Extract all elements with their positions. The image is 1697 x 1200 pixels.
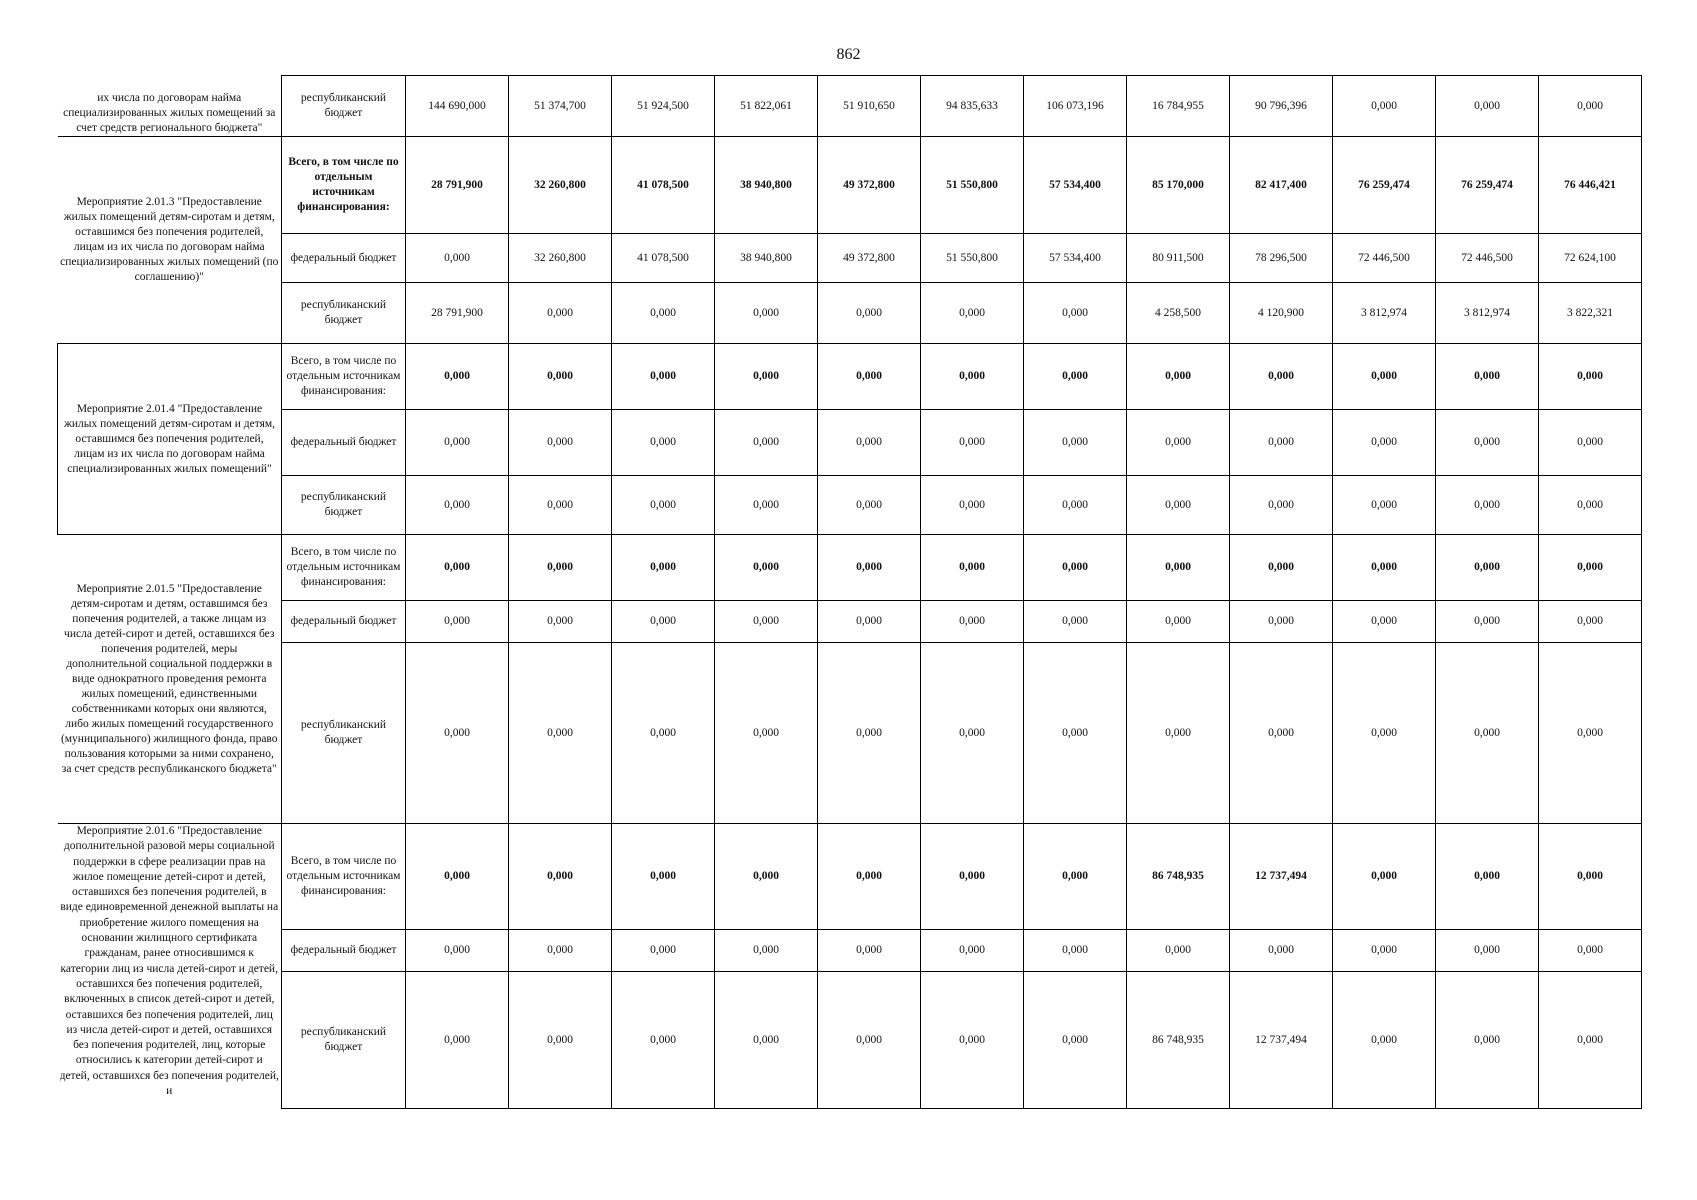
- funding-source: республиканский бюджет: [282, 476, 406, 535]
- amount-cell: 82 417,400: [1230, 137, 1333, 234]
- activity-description: [58, 824, 282, 1109]
- amount-cell: 51 924,500: [612, 76, 715, 137]
- amount-cell: 94 835,633: [921, 76, 1024, 137]
- amount-cell: 76 446,421: [1539, 137, 1642, 234]
- amount-cell: 3 812,974: [1333, 283, 1436, 344]
- amount-cell: 0,000: [1333, 476, 1436, 535]
- amount-cell: 4 120,900: [1230, 283, 1333, 344]
- amount-cell: 76 259,474: [1436, 137, 1539, 234]
- amount-cell: 38 940,800: [715, 234, 818, 283]
- amount-cell: 0,000: [1127, 601, 1230, 643]
- amount-cell: 0,000: [921, 535, 1024, 601]
- amount-cell: 0,000: [715, 972, 818, 1109]
- table-row: [58, 972, 1642, 1109]
- amount-cell: 0,000: [612, 930, 715, 972]
- amount-cell: 0,000: [1127, 535, 1230, 601]
- amount-cell: 0,000: [1539, 972, 1642, 1109]
- amount-cell: 0,000: [1333, 76, 1436, 137]
- amount-cell: 0,000: [1127, 643, 1230, 824]
- amount-cell: 0,000: [612, 476, 715, 535]
- table-body: [58, 76, 1642, 1109]
- amount-cell: 49 372,800: [818, 137, 921, 234]
- amount-cell: 57 534,400: [1024, 137, 1127, 234]
- amount-cell: 0,000: [715, 535, 818, 601]
- amount-cell: 28 791,900: [406, 283, 509, 344]
- amount-cell: 0,000: [1024, 930, 1127, 972]
- amount-cell: 0,000: [818, 344, 921, 410]
- amount-cell: 0,000: [1230, 476, 1333, 535]
- amount-cell: 0,000: [1539, 601, 1642, 643]
- amount-cell: 41 078,500: [612, 234, 715, 283]
- amount-cell: 51 550,800: [921, 137, 1024, 234]
- amount-cell: 51 822,061: [715, 76, 818, 137]
- funding-source: республиканский бюджет: [282, 76, 406, 137]
- amount-cell: 0,000: [1333, 535, 1436, 601]
- activity-description: [58, 137, 282, 344]
- amount-cell: 72 624,100: [1539, 234, 1642, 283]
- amount-cell: 0,000: [921, 601, 1024, 643]
- amount-cell: 0,000: [921, 972, 1024, 1109]
- amount-cell: 0,000: [818, 972, 921, 1109]
- funding-source: Всего, в том числе по отдельным источникам финансирования:: [282, 535, 406, 601]
- amount-cell: 0,000: [1024, 344, 1127, 410]
- amount-cell: 16 784,955: [1127, 76, 1230, 137]
- funding-source: республиканский бюджет: [282, 972, 406, 1109]
- amount-cell: 0,000: [1436, 972, 1539, 1109]
- amount-cell: 0,000: [406, 824, 509, 930]
- table-row: [58, 601, 1642, 643]
- amount-cell: 0,000: [1024, 824, 1127, 930]
- amount-cell: 0,000: [1230, 535, 1333, 601]
- amount-cell: 86 748,935: [1127, 972, 1230, 1109]
- amount-cell: 49 372,800: [818, 234, 921, 283]
- amount-cell: 32 260,800: [509, 234, 612, 283]
- amount-cell: 0,000: [818, 643, 921, 824]
- amount-cell: 0,000: [1333, 344, 1436, 410]
- amount-cell: 0,000: [406, 601, 509, 643]
- amount-cell: 3 812,974: [1436, 283, 1539, 344]
- amount-cell: 0,000: [1333, 601, 1436, 643]
- amount-cell: 0,000: [715, 476, 818, 535]
- amount-cell: 0,000: [509, 643, 612, 824]
- amount-cell: 0,000: [612, 643, 715, 824]
- funding-source: федеральный бюджет: [282, 930, 406, 972]
- amount-cell: 0,000: [1230, 601, 1333, 643]
- amount-cell: 0,000: [1436, 824, 1539, 930]
- amount-cell: 0,000: [1539, 824, 1642, 930]
- amount-cell: 0,000: [509, 824, 612, 930]
- amount-cell: 0,000: [612, 283, 715, 344]
- page-number: 862: [836, 46, 861, 63]
- amount-cell: 0,000: [509, 535, 612, 601]
- amount-cell: 0,000: [1539, 643, 1642, 824]
- amount-cell: 0,000: [1539, 344, 1642, 410]
- amount-cell: 51 374,700: [509, 76, 612, 137]
- amount-cell: 0,000: [818, 535, 921, 601]
- amount-cell: 0,000: [509, 410, 612, 476]
- amount-cell: 78 296,500: [1230, 234, 1333, 283]
- activity-description: [58, 76, 282, 137]
- amount-cell: 41 078,500: [612, 137, 715, 234]
- amount-cell: 0,000: [715, 344, 818, 410]
- amount-cell: 0,000: [818, 476, 921, 535]
- activity-description-text: Мероприятие 2.01.4 "Предоставление жилых помещений детям-сиротам и детям, оставшимся без попечения родителей, лицам из их числа по договорам найма специализированных жилых помещений": [63, 402, 276, 475]
- amount-cell: 0,000: [1436, 76, 1539, 137]
- amount-cell: 0,000: [818, 410, 921, 476]
- amount-cell: 0,000: [612, 972, 715, 1109]
- amount-cell: 0,000: [1333, 410, 1436, 476]
- amount-cell: 0,000: [1024, 476, 1127, 535]
- amount-cell: 76 259,474: [1333, 137, 1436, 234]
- table-row: [58, 824, 1642, 930]
- amount-cell: 85 170,000: [1127, 137, 1230, 234]
- amount-cell: 0,000: [612, 535, 715, 601]
- amount-cell: 0,000: [1539, 930, 1642, 972]
- funding-source: федеральный бюджет: [282, 234, 406, 283]
- activity-description-text: их числа по договорам найма специализированных жилых помещений за счет средств регионального бюджета": [63, 92, 276, 134]
- table-row: [58, 137, 1642, 234]
- amount-cell: 0,000: [715, 643, 818, 824]
- activity-description-text: Мероприятие 2.01.3 "Предоставление жилых помещений детям-сиротам и детям, оставшимся без попечения родителей, лицам из их числа по договорам найма специализированных жилых помещений (по соглашению)": [60, 196, 279, 283]
- amount-cell: 28 791,900: [406, 137, 509, 234]
- amount-cell: 0,000: [715, 824, 818, 930]
- amount-cell: 106 073,196: [1024, 76, 1127, 137]
- amount-cell: 0,000: [1230, 344, 1333, 410]
- budget-table: [57, 75, 1642, 1109]
- amount-cell: 0,000: [818, 930, 921, 972]
- amount-cell: 0,000: [1024, 410, 1127, 476]
- amount-cell: 0,000: [612, 824, 715, 930]
- amount-cell: 0,000: [1333, 930, 1436, 972]
- amount-cell: 57 534,400: [1024, 234, 1127, 283]
- amount-cell: 0,000: [715, 410, 818, 476]
- table-row: [58, 234, 1642, 283]
- funding-source: федеральный бюджет: [282, 410, 406, 476]
- amount-cell: 0,000: [1127, 930, 1230, 972]
- amount-cell: 4 258,500: [1127, 283, 1230, 344]
- amount-cell: 3 822,321: [1539, 283, 1642, 344]
- amount-cell: 0,000: [612, 601, 715, 643]
- amount-cell: 0,000: [921, 410, 1024, 476]
- amount-cell: 0,000: [1333, 824, 1436, 930]
- funding-source: республиканский бюджет: [282, 283, 406, 344]
- amount-cell: 0,000: [1539, 76, 1642, 137]
- amount-cell: 0,000: [1436, 535, 1539, 601]
- funding-source: федеральный бюджет: [282, 601, 406, 643]
- amount-cell: 0,000: [1127, 344, 1230, 410]
- activity-description: [58, 344, 282, 535]
- amount-cell: 0,000: [921, 283, 1024, 344]
- amount-cell: 0,000: [406, 930, 509, 972]
- table-row: [58, 344, 1642, 410]
- amount-cell: 0,000: [921, 930, 1024, 972]
- amount-cell: 0,000: [1436, 476, 1539, 535]
- table-row: [58, 476, 1642, 535]
- amount-cell: 38 940,800: [715, 137, 818, 234]
- table-row: [58, 930, 1642, 972]
- amount-cell: 51 550,800: [921, 234, 1024, 283]
- amount-cell: 0,000: [1436, 410, 1539, 476]
- amount-cell: 0,000: [1127, 476, 1230, 535]
- amount-cell: 0,000: [1333, 643, 1436, 824]
- amount-cell: 0,000: [1436, 344, 1539, 410]
- amount-cell: 32 260,800: [509, 137, 612, 234]
- amount-cell: 0,000: [509, 601, 612, 643]
- amount-cell: 0,000: [509, 344, 612, 410]
- amount-cell: 0,000: [1024, 601, 1127, 643]
- amount-cell: 0,000: [1333, 972, 1436, 1109]
- amount-cell: 0,000: [612, 344, 715, 410]
- amount-cell: 0,000: [1024, 283, 1127, 344]
- amount-cell: 0,000: [509, 476, 612, 535]
- amount-cell: 0,000: [1230, 930, 1333, 972]
- amount-cell: 0,000: [715, 930, 818, 972]
- amount-cell: 0,000: [509, 972, 612, 1109]
- amount-cell: 72 446,500: [1436, 234, 1539, 283]
- funding-source: Всего, в том числе по отдельным источникам финансирования:: [282, 137, 406, 234]
- amount-cell: 0,000: [1539, 410, 1642, 476]
- amount-cell: 0,000: [1436, 643, 1539, 824]
- amount-cell: 0,000: [406, 410, 509, 476]
- funding-source: Всего, в том числе по отдельным источникам финансирования:: [282, 344, 406, 410]
- funding-source: Всего, в том числе по отдельным источникам финансирования:: [282, 824, 406, 930]
- amount-cell: 80 911,500: [1127, 234, 1230, 283]
- amount-cell: 0,000: [1024, 643, 1127, 824]
- amount-cell: 0,000: [1436, 930, 1539, 972]
- amount-cell: 0,000: [406, 535, 509, 601]
- amount-cell: 0,000: [1436, 601, 1539, 643]
- amount-cell: 0,000: [921, 643, 1024, 824]
- amount-cell: 0,000: [921, 344, 1024, 410]
- amount-cell: 0,000: [406, 972, 509, 1109]
- amount-cell: 86 748,935: [1127, 824, 1230, 930]
- amount-cell: 0,000: [1024, 972, 1127, 1109]
- amount-cell: 0,000: [1230, 643, 1333, 824]
- amount-cell: 0,000: [406, 234, 509, 283]
- amount-cell: 0,000: [406, 476, 509, 535]
- amount-cell: 0,000: [406, 344, 509, 410]
- amount-cell: 0,000: [1539, 476, 1642, 535]
- amount-cell: 0,000: [715, 601, 818, 643]
- amount-cell: 0,000: [509, 930, 612, 972]
- amount-cell: 0,000: [818, 824, 921, 930]
- amount-cell: 72 446,500: [1333, 234, 1436, 283]
- amount-cell: 144 690,000: [406, 76, 509, 137]
- amount-cell: 0,000: [818, 601, 921, 643]
- amount-cell: 0,000: [818, 283, 921, 344]
- amount-cell: 12 737,494: [1230, 824, 1333, 930]
- amount-cell: 0,000: [921, 476, 1024, 535]
- amount-cell: 90 796,396: [1230, 76, 1333, 137]
- activity-description: [58, 535, 282, 824]
- table-row: [58, 283, 1642, 344]
- table-row: [58, 410, 1642, 476]
- amount-cell: 0,000: [1230, 410, 1333, 476]
- amount-cell: 0,000: [509, 283, 612, 344]
- amount-cell: 0,000: [921, 824, 1024, 930]
- amount-cell: 0,000: [612, 410, 715, 476]
- amount-cell: 0,000: [1024, 535, 1127, 601]
- funding-source: республиканский бюджет: [282, 643, 406, 824]
- amount-cell: 0,000: [1539, 535, 1642, 601]
- table-row: [58, 643, 1642, 824]
- activity-description-text: Мероприятие 2.01.5 "Предоставление детям-сиротам и детям, оставшимся без попечения родителей, а также лицам из числа детей-сирот и детей, оставшихся без попечения родителей, меры дополнительной социальной поддержки в виде однократного проведения ремонта жилых помещений, единственными собственниками которых они являются, либо жилых помещений государственного (муниципального) жилищного фонда, право пользования которыми за ними сохранено, за счет средств республиканского бюджета": [60, 582, 278, 775]
- amount-cell: 0,000: [1127, 410, 1230, 476]
- table-row: [58, 76, 1642, 137]
- amount-cell: 0,000: [715, 283, 818, 344]
- table-row: [58, 535, 1642, 601]
- amount-cell: 12 737,494: [1230, 972, 1333, 1109]
- amount-cell: 51 910,650: [818, 76, 921, 137]
- activity-description-text: Мероприятие 2.01.6 "Предоставление дополнительной разовой меры социальной поддержки в сфере реализации прав на жилое помещение детей-сирот и детей, оставшихся без попечения родителей, в виде единовременной денежной выплаты на приобретение жилого помещения на основании жилищного сертификата гражданам, ранее относившимся к категории лиц из числа детей-сирот и детей, оставшихся без попечения родителей, включенных в список детей-сирот и детей, оставшихся без попечения родителей, лиц из числа детей-сирот и детей, оставшихся без попечения родителей, лиц, которые относились к категории детей-сирот и детей, оставшихся без попечения родителей, и: [59, 825, 279, 1098]
- amount-cell: 0,000: [406, 643, 509, 824]
